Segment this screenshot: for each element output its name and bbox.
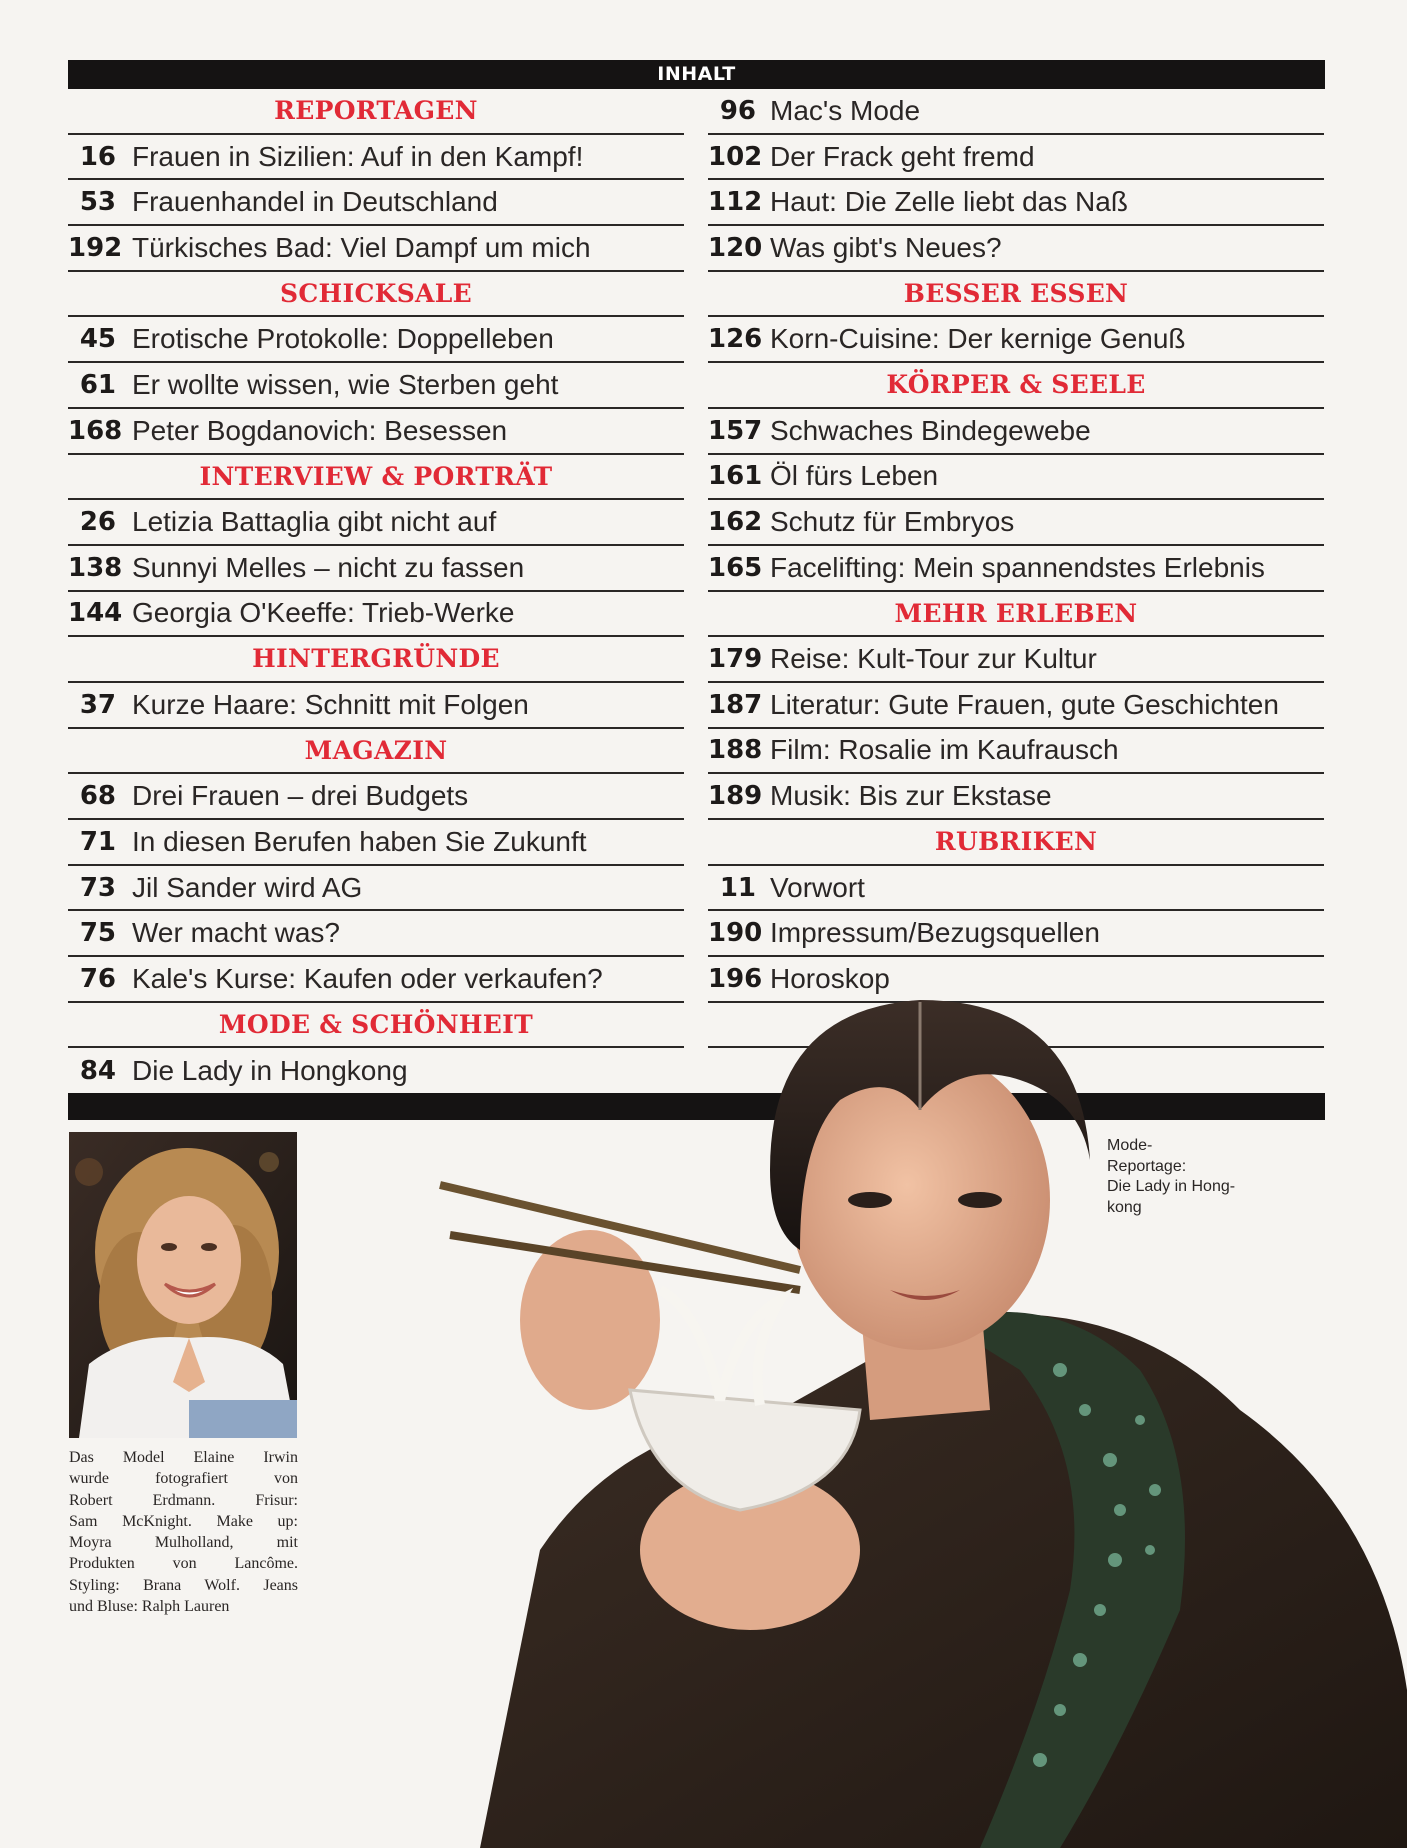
toc-entry xyxy=(708,226,1324,272)
credit-line: Moyra Mulholland, mit xyxy=(69,1534,298,1552)
toc-entry xyxy=(68,592,684,638)
article-title: Musik: Bis zur Ekstase xyxy=(770,780,1052,812)
page-number: 162 xyxy=(708,507,763,538)
page-number: 73 xyxy=(79,872,116,903)
page-number: 53 xyxy=(79,187,116,218)
toc-entry xyxy=(708,317,1324,363)
article-title: Die Lady in Hongkong xyxy=(132,1055,408,1087)
page-number: 189 xyxy=(708,781,763,812)
toc-entry xyxy=(68,226,684,272)
page-number: 112 xyxy=(708,187,763,218)
page-number: 179 xyxy=(708,644,763,675)
page-number: 188 xyxy=(708,735,763,766)
page-number: 68 xyxy=(79,781,116,812)
caption-line: Mode- xyxy=(1107,1137,1153,1154)
page-number: 187 xyxy=(708,689,763,720)
credit-line: Robert Erdmann. Frisur: xyxy=(69,1491,298,1509)
credit-line: Produkten von Lancôme. xyxy=(69,1555,298,1573)
toc-entry xyxy=(708,911,1324,957)
article-title: Was gibt's Neues? xyxy=(770,231,1002,263)
article-title: In diesen Berufen haben Sie Zukunft xyxy=(132,825,587,857)
article-title: Georgia O'Keeffe: Trieb-Werke xyxy=(132,597,515,629)
page-number: 45 xyxy=(79,324,116,355)
article-title: Türkisches Bad: Viel Dampf um mich xyxy=(132,231,591,263)
contents-header-title: INHALT xyxy=(657,63,736,85)
page-number: 76 xyxy=(79,963,116,994)
article-title: Haut: Die Zelle liebt das Naß xyxy=(770,186,1128,218)
page-number: 192 xyxy=(68,232,123,263)
page-number: 120 xyxy=(708,232,763,263)
page-number: 11 xyxy=(719,872,756,903)
article-title: Letizia Battaglia gibt nicht auf xyxy=(132,506,497,538)
page-number: 71 xyxy=(79,826,116,857)
toc-left-column xyxy=(68,89,684,1094)
page-number: 168 xyxy=(68,415,123,446)
page-number: 96 xyxy=(719,95,756,126)
toc-entry xyxy=(68,774,684,820)
toc-entry xyxy=(68,911,684,957)
toc-entry xyxy=(68,500,684,546)
section-heading: SCHICKSALE xyxy=(68,272,684,318)
page-number: 165 xyxy=(708,552,763,583)
section-heading: MAGAZIN xyxy=(68,729,684,775)
toc-entry xyxy=(708,500,1324,546)
section-heading: INTERVIEW & PORTRÄT xyxy=(68,455,684,501)
credit-line: Styling: Brana Wolf. Jeans xyxy=(69,1576,298,1594)
page-number: 190 xyxy=(708,918,763,949)
article-title: Peter Bogdanovich: Besessen xyxy=(132,414,508,446)
caption-line: Reportage: xyxy=(1107,1157,1187,1175)
article-title: Sunnyi Melles – nicht zu fassen xyxy=(132,551,525,583)
toc-entry xyxy=(68,866,684,912)
credit-line: und Bluse: Ralph Lauren xyxy=(69,1598,230,1616)
article-title: Kurze Haare: Schnitt mit Folgen xyxy=(132,688,529,720)
toc-entry xyxy=(68,820,684,866)
article-title: Facelifting: Mein spannendstes Erlebnis xyxy=(770,551,1265,583)
section-heading: HINTERGRÜNDE xyxy=(68,637,684,683)
section-heading: MODE & SCHÖNHEIT xyxy=(68,1003,684,1049)
page-number: 75 xyxy=(79,918,116,949)
page-number: 84 xyxy=(79,1056,116,1087)
page-number: 102 xyxy=(708,141,763,172)
toc-entry xyxy=(68,135,684,181)
article-title: Schutz für Embryos xyxy=(770,506,1015,538)
article-title: Literatur: Gute Frauen, gute Geschichten xyxy=(770,688,1279,720)
toc-right-column xyxy=(708,89,1324,1048)
section-heading: REPORTAGEN xyxy=(68,89,684,135)
page-number: 196 xyxy=(708,963,763,994)
toc-entry xyxy=(708,455,1324,501)
toc-entry xyxy=(708,774,1324,820)
toc-entry xyxy=(708,135,1324,181)
page-number: 138 xyxy=(68,552,123,583)
toc-entry xyxy=(68,546,684,592)
article-title: Er wollte wissen, wie Sterben geht xyxy=(132,368,559,400)
page-number: 37 xyxy=(79,689,116,720)
article-title: Korn-Cuisine: Der kernige Genuß xyxy=(770,323,1186,355)
page-number: 161 xyxy=(708,461,763,492)
toc-entry xyxy=(708,637,1324,683)
toc-entry xyxy=(68,180,684,226)
article-title: Horoskop xyxy=(770,962,890,994)
caption-line: kong xyxy=(1107,1198,1142,1216)
cover-model-photo xyxy=(69,1132,297,1438)
article-title: Impressum/Bezugsquellen xyxy=(770,917,1100,949)
toc-entry xyxy=(708,180,1324,226)
toc-entry xyxy=(68,409,684,455)
toc-entry xyxy=(708,729,1324,775)
cover-model-illustration xyxy=(69,1132,297,1438)
page-number: 144 xyxy=(68,598,123,629)
page-number: 26 xyxy=(79,507,116,538)
section-heading: BESSER ESSEN xyxy=(708,272,1324,318)
section-heading: RUBRIKEN xyxy=(708,820,1324,866)
contents-header-bar xyxy=(68,60,1325,89)
section-heading: MEHR ERLEBEN xyxy=(708,592,1324,638)
caption-line: Die Lady in Hong- xyxy=(1107,1178,1236,1195)
credit-line: Das Model Elaine Irwin xyxy=(69,1449,298,1466)
credit-line: wurde fotografiert von xyxy=(69,1470,298,1488)
article-title: Öl fürs Leben xyxy=(770,460,939,492)
article-title: Schwaches Bindegewebe xyxy=(770,414,1091,446)
article-title: Wer macht was? xyxy=(132,917,340,949)
toc-entry xyxy=(68,683,684,729)
toc-entry xyxy=(68,363,684,409)
article-title: Der Frack geht fremd xyxy=(770,140,1035,172)
toc-entry xyxy=(708,89,1324,135)
article-title: Jil Sander wird AG xyxy=(132,871,363,903)
cover-credit-text xyxy=(69,1447,298,1617)
toc-entry xyxy=(708,546,1324,592)
page-number: 16 xyxy=(79,141,116,172)
toc-entry xyxy=(708,866,1324,912)
article-title: Vorwort xyxy=(770,871,865,903)
credit-line: Sam McKnight. Make up: xyxy=(69,1512,298,1530)
article-title: Kale's Kurse: Kaufen oder verkaufen? xyxy=(132,962,603,994)
toc-entry xyxy=(68,317,684,363)
article-title: Film: Rosalie im Kaufrausch xyxy=(770,734,1119,766)
article-title: Erotische Protokolle: Doppelleben xyxy=(132,323,554,355)
page-number: 126 xyxy=(708,324,763,355)
fashion-model-photo xyxy=(420,990,1407,1848)
toc-entry xyxy=(708,409,1324,455)
page-number: 157 xyxy=(708,415,763,446)
page-number: 61 xyxy=(79,369,116,400)
article-title: Reise: Kult-Tour zur Kultur xyxy=(770,643,1097,675)
article-title: Mac's Mode xyxy=(770,94,921,126)
article-title: Frauen in Sizilien: Auf in den Kampf! xyxy=(132,140,584,172)
article-title: Drei Frauen – drei Budgets xyxy=(132,780,469,812)
toc-entry xyxy=(708,683,1324,729)
article-title: Frauenhandel in Deutschland xyxy=(132,186,498,218)
section-heading: KÖRPER & SEELE xyxy=(708,363,1324,409)
